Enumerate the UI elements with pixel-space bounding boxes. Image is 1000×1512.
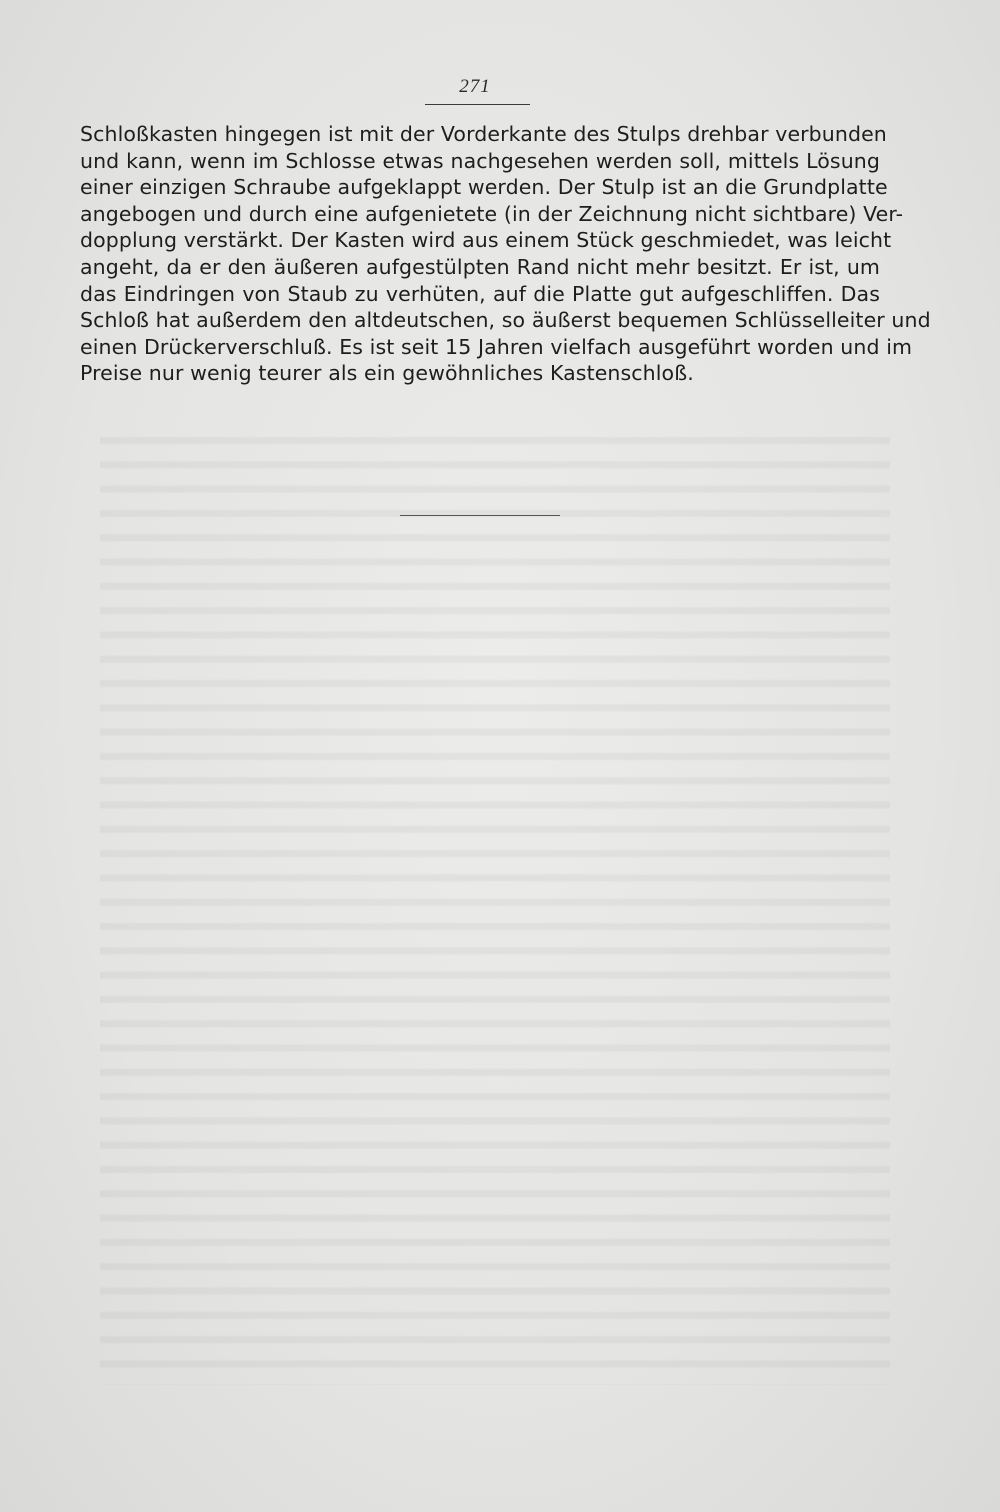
text-line: einen Drückerverschluß. Es ist seit 15 Jahren vielfach ausgeführt worden und im bbox=[80, 334, 913, 359]
text-line: Schloßkasten hingegen ist mit der Vorderkante des Stulps drehbar verbunden bbox=[80, 122, 887, 146]
text-line: dopplung verstärkt. Der Kasten wird aus einem Stück geschmiedet, was leicht bbox=[80, 228, 892, 253]
header-rule bbox=[425, 104, 530, 105]
section-divider bbox=[400, 515, 560, 516]
page-number: 271 bbox=[459, 76, 491, 97]
text-line: angeht, da er den äußeren aufgestülpten Rand nicht mehr besitzt. Er ist, um bbox=[80, 254, 880, 279]
text-line: angebogen und durch eine aufgenietete (in der Zeichnung nicht sichtbare) Ver- bbox=[80, 201, 904, 226]
text-line: einer einzigen Schraube aufgeklappt werden. Der Stulp ist an die Grundplatte bbox=[80, 175, 888, 200]
bleed-through-texture bbox=[100, 425, 890, 1385]
text-line: Preise nur wenig teurer als ein gewöhnliches Kastenschloß. bbox=[80, 361, 694, 386]
text-line: und kann, wenn im Schlosse etwas nachgesehen werden soll, mittels Lösung bbox=[80, 148, 880, 173]
body-paragraph bbox=[80, 121, 931, 387]
text-line: Schloß hat außerdem den altdeutschen, so äußerst bequemen Schlüsselleiter und bbox=[80, 308, 931, 333]
text-line: das Eindringen von Staub zu verhüten, auf die Platte gut aufgeschliffen. Das bbox=[80, 281, 880, 306]
